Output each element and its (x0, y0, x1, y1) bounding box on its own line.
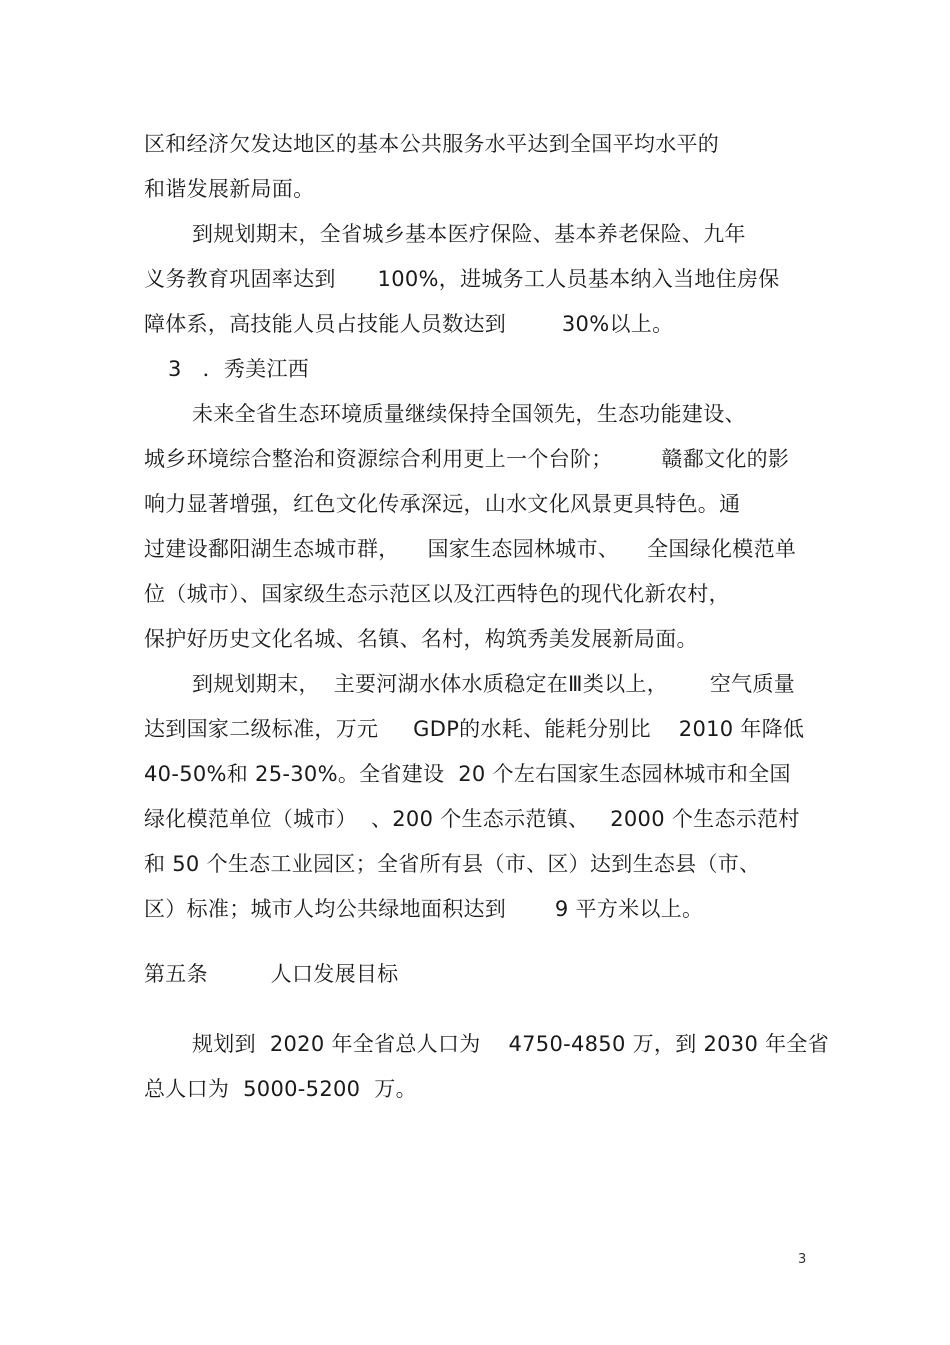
paragraph-line: 保护好历史文化名城、名镇、名村，构筑秀美发展新局面。 (144, 627, 698, 651)
paragraph-line: 城乡环境综合整治和资源综合利用更上一个台阶； 赣鄱文化的影 (144, 447, 790, 471)
paragraph-line: 区）标准；城市人均公共绿地面积达到 9 平方米以上。 (144, 897, 704, 921)
paragraph-line: 和谐发展新局面。 (144, 177, 315, 201)
paragraph-line: 未来全省生态环境质量继续保持全国领先，生态功能建设、 (192, 402, 746, 426)
paragraph-line: 到规划期末， 主要河湖水体水质稳定在Ⅲ类以上， 空气质量 (192, 672, 796, 696)
page-number: 3 (798, 1252, 807, 1267)
paragraph-line: 规划到 2020 年全省总人口为 4750-4850 万，到 2030 年全省 (192, 1032, 830, 1056)
paragraph-line: 40-50%和 25-30%。全省建设 20 个左右国家生态园林城市和全国 (144, 762, 791, 786)
paragraph-line: 总人口为 5000-5200 万。 (144, 1077, 417, 1101)
paragraph-line: 位（城市）、国家级生态示范区以及江西特色的现代化新农村， (144, 582, 730, 606)
paragraph-line: 绿化模范单位（城市） 、200 个生态示范镇、 2000 个生态示范村 (144, 807, 800, 831)
section-heading: 3 ．秀美江西 (168, 357, 310, 381)
paragraph-line: 障体系，高技能人员占技能人员数达到 30%以上。 (144, 312, 674, 336)
paragraph-line: 到规划期末，全省城乡基本医疗保险、基本养老保险、九年 (192, 222, 746, 246)
paragraph-line: 达到国家二级标准，万元 GDP的水耗、能耗分别比 2010 年降低 (144, 717, 805, 741)
paragraph-line: 区和经济欠发达地区的基本公共服务水平达到全国平均水平的 (144, 132, 720, 156)
paragraph-line: 响力显著增强，红色文化传承深远，山水文化风景更具特色。通 (144, 492, 741, 516)
paragraph-line: 过建设鄱阳湖生态城市群， 国家生态园林城市、 全国绿化模范单 (144, 537, 797, 561)
article-heading: 第五条 人口发展目标 (144, 962, 399, 986)
paragraph-line: 义务教育巩固率达到 100%，进城务工人员基本纳入当地住房保 (144, 267, 780, 291)
paragraph-line: 和 50 个生态工业园区；全省所有县（市、区）达到生态县（市、 (144, 852, 761, 876)
